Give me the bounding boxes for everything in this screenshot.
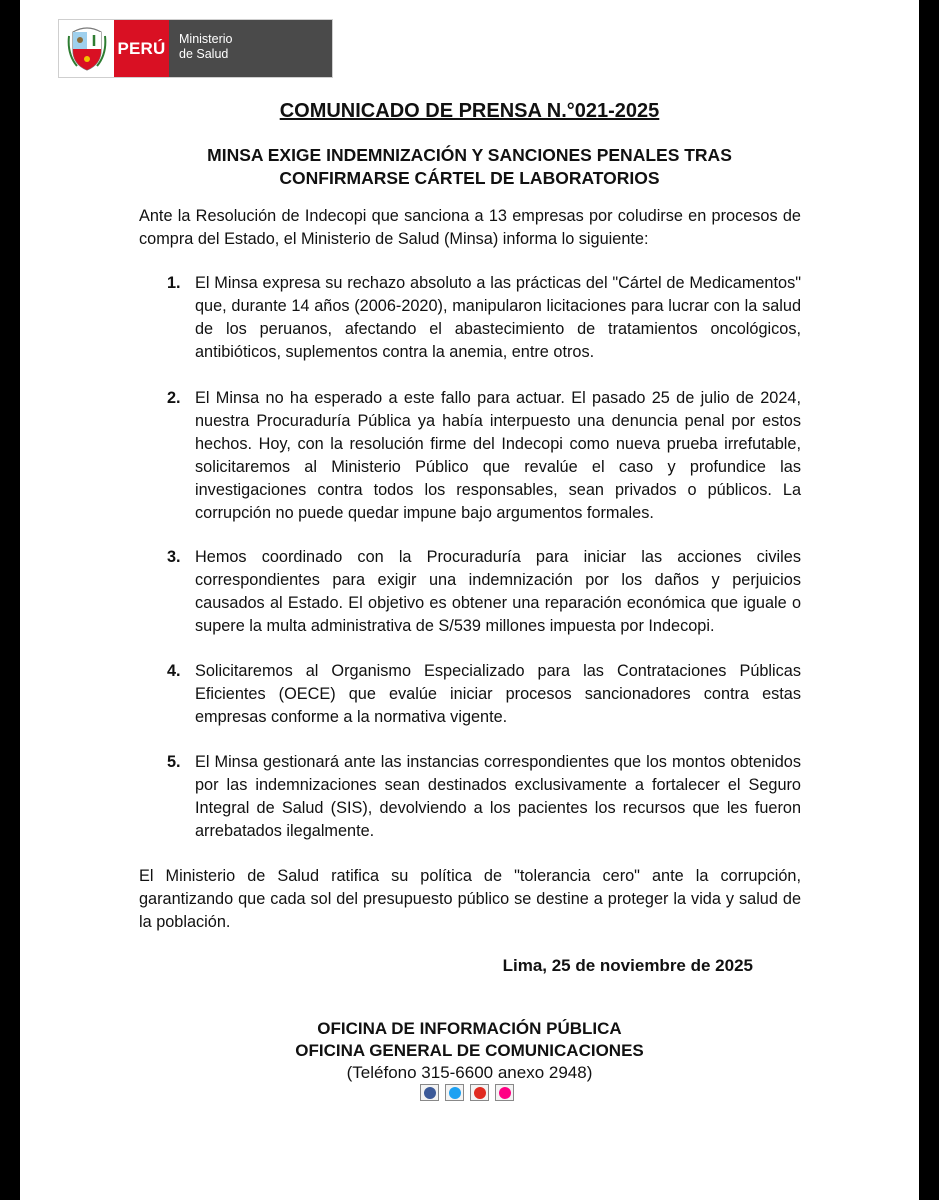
ministry-name <box>169 20 332 77</box>
flickr-icon[interactable] <box>495 1084 514 1101</box>
ministry-line-1: Ministerio <box>179 32 233 46</box>
page-title: COMUNICADO DE PRENSA N.°021-2025 <box>279 100 660 122</box>
ministry-line-2: de Salud <box>179 47 229 61</box>
list-item-text: El Minsa no ha esperado a este fallo para actuar. El pasado 25 de julio de 2024, nuestra Procuraduría Pública ya había interpuesto una denuncia penal por estos hechos. Hoy, con la resolución firme del Indecopi como nueva prueba irrefutable, solicitaremos al Ministerio Público que revalúe el caso y profundice las investigaciones contra todos los responsables, sean privados o públicos. La corrupción no puede quedar impune bajo argumentos formales. <box>195 389 801 522</box>
office-name-2: OFICINA GENERAL DE COMUNICACIONES <box>295 1041 644 1060</box>
subtitle-line-2: CONFIRMARSE CÁRTEL DE LABORATORIOS <box>279 168 660 188</box>
date-line: Lima, 25 de noviembre de 2025 <box>502 956 753 975</box>
youtube-icon[interactable] <box>470 1084 489 1101</box>
minsa-logo <box>58 19 333 78</box>
subtitle <box>20 144 919 190</box>
press-release-page <box>20 0 919 1200</box>
list-item-number: 3. <box>167 548 181 566</box>
closing-paragraph: El Ministerio de Salud ratifica su política de "tolerancia cero" ante la corrupción, garantizando que cada sol del presupuesto público se destine a proteger la vida y salud de la población. <box>139 867 801 931</box>
list-item-text: El Minsa expresa su rechazo absoluto a las prácticas del "Cártel de Medicamentos" que, durante 14 años (2006-2020), manipularon licitaciones para lucrar con la salud de los peruanos, afectando el abastecimiento de tratamientos oncológicos, antibióticos, suplementos contra la anemia, entre otros. <box>195 274 801 361</box>
list-item-text: Hemos coordinado con la Procuraduría para iniciar las acciones civiles correspondientes para exigir una indemnización por los daños y perjuicios causados al Estado. El objetivo es obtener una reparación económica que iguale o supere la multa administrativa de S/539 millones impuesta por Indecopi. <box>195 548 801 635</box>
office-name-1: OFICINA DE INFORMACIÓN PÚBLICA <box>317 1019 622 1038</box>
list-item-number: 2. <box>167 389 181 407</box>
subtitle-line-1: MINSA EXIGE INDEMNIZACIÓN Y SANCIONES PENALES TRAS <box>207 145 732 165</box>
footer <box>20 1018 919 1084</box>
peru-brand: PERÚ <box>114 20 169 77</box>
phone-line: (Teléfono 315-6600 anexo 2948) <box>346 1063 593 1082</box>
list-item-text: Solicitaremos al Organismo Especializado para las Contrataciones Públicas Eficientes (OECE) que evalúe iniciar procesos sancionadores contra estas empresas conforme a la normativa vigente. <box>195 662 801 726</box>
facebook-icon[interactable] <box>420 1084 439 1101</box>
list-item-number: 1. <box>167 274 181 292</box>
twitter-icon[interactable] <box>445 1084 464 1101</box>
list-item-text: El Minsa gestionará ante las instancias correspondientes que los montos obtenidos por las indemnizaciones sean destinados exclusivamente a fortalecer el Seguro Integral de Salud (SIS), devolviendo a los pacientes los recursos que les fueron arrebatados ilegalmente. <box>195 753 801 840</box>
social-links <box>420 1084 514 1101</box>
list-item-number: 5. <box>167 753 181 771</box>
list-item-number: 4. <box>167 662 181 680</box>
intro-paragraph: Ante la Resolución de Indecopi que sanciona a 13 empresas por coludirse en procesos de compra del Estado, el Ministerio de Salud (Minsa) informa lo siguiente: <box>139 207 801 248</box>
coat-of-arms-icon <box>59 20 114 77</box>
